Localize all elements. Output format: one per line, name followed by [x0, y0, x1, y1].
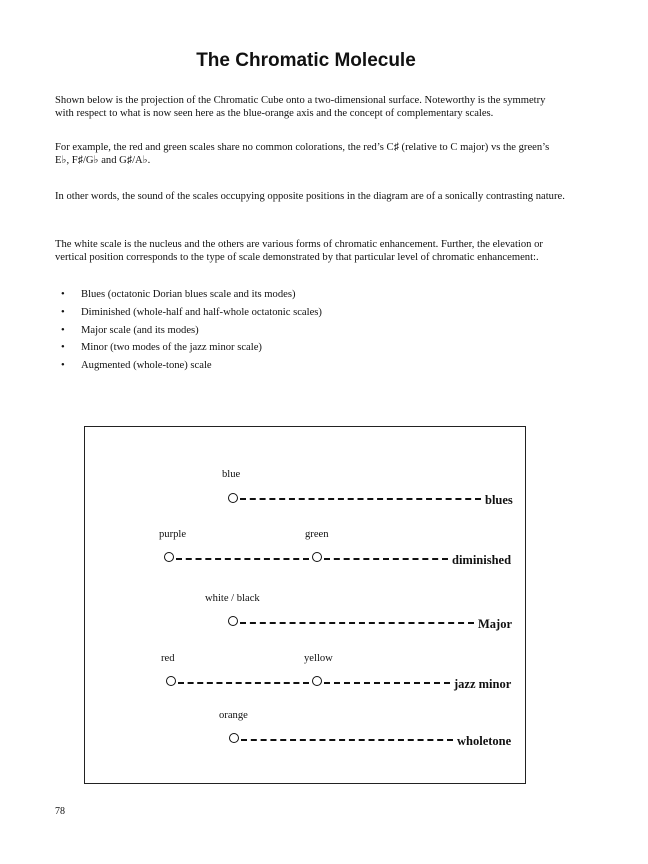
node-yellow: [312, 676, 322, 686]
level-label-wholetone: wholetone: [457, 734, 512, 748]
intro-paragraph: Shown below is the projection of the Chromatic Cube onto a two-dimensional surface. Noteworthy is the symmetry with respect to what is now seen here as the blue-orange axis and the concept of complementary scales.: [55, 95, 546, 119]
level-line-major: [240, 622, 474, 624]
level-label-jazz-minor: jazz minor: [454, 677, 512, 691]
node-white-black: [228, 616, 238, 626]
list-item: • Augmented (whole-tone) scale: [55, 357, 565, 375]
list-item: • Major scale (and its modes): [55, 322, 565, 340]
example-paragraph: For example, the red and green scales share no common colorations, the red’s C♯ (relative to C major) vs the green’s E♭, F♯/G♭ and G♯/A♭.: [55, 142, 550, 166]
list-item: • Blues (octatonic Dorian blues scale and its modes): [55, 286, 565, 304]
level-line-blues: [240, 498, 481, 500]
node-label-purple: purple: [159, 529, 187, 540]
page-title: The Chromatic Molecule: [196, 50, 416, 71]
level-label-major: Major: [478, 617, 513, 631]
level-line-purple-green: [176, 558, 309, 560]
level-line-diminished: [324, 558, 448, 560]
node-label-blue: blue: [222, 469, 241, 480]
level-line-jazz-minor: [324, 682, 450, 684]
level-label-diminished: diminished: [452, 553, 512, 567]
level-label-blues: blues: [485, 493, 513, 507]
chromatic-molecule-diagram: [84, 426, 526, 784]
node-label-yellow: yellow: [304, 653, 333, 664]
contrast-paragraph: In other words, the sound of the scales occupying opposite positions in the diagram are of a sonically contrasting nature.: [55, 191, 565, 202]
node-green: [312, 552, 322, 562]
page-number: 78: [55, 806, 65, 817]
level-line-wholetone: [241, 739, 453, 741]
scale-type-list: [55, 286, 565, 375]
node-purple: [164, 552, 174, 562]
list-item: • Minor (two modes of the jazz minor scale): [55, 339, 565, 357]
node-blue: [228, 493, 238, 503]
list-item: • Diminished (whole-half and half-whole octatonic scales): [55, 304, 565, 322]
node-label-red: red: [161, 653, 175, 664]
node-label-orange: orange: [219, 710, 248, 721]
node-label-white-black: white / black: [205, 593, 260, 604]
nucleus-paragraph: The white scale is the nucleus and the others are various forms of chromatic enhancement. Further, the elevation or vertical position corresponds to the type of scale demonstrated by that particular level of chromatic enhancement:.: [55, 239, 543, 263]
node-label-green: green: [305, 529, 329, 540]
node-orange: [229, 733, 239, 743]
node-red: [166, 676, 176, 686]
level-line-red-yellow: [178, 682, 309, 684]
